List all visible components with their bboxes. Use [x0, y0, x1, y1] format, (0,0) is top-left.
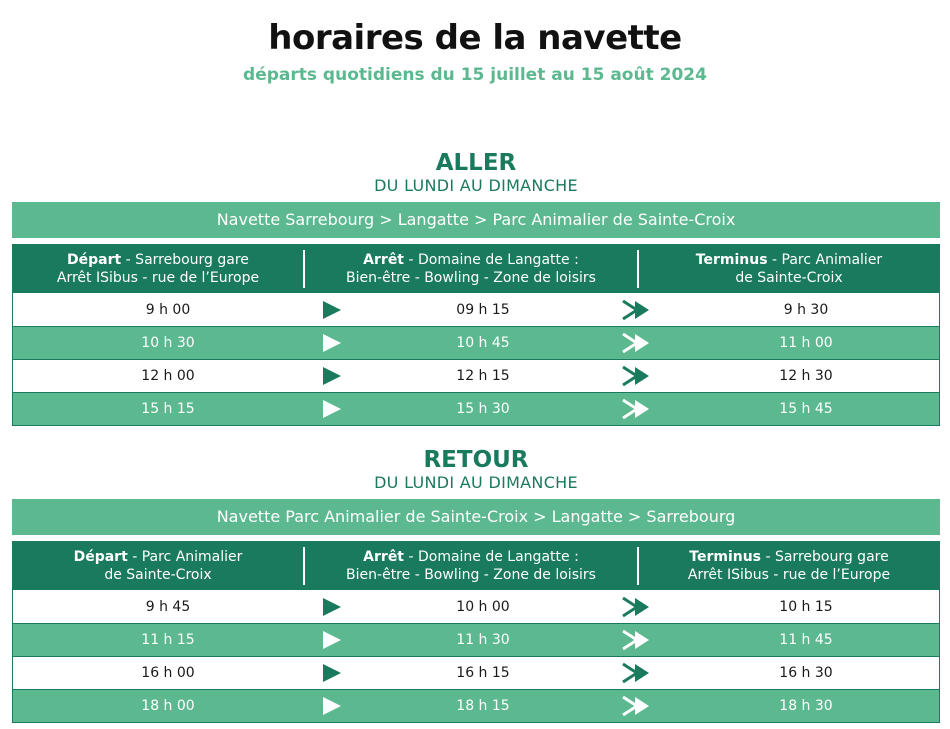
retour-rows — [13, 590, 939, 722]
double-arrow-icon — [603, 365, 673, 387]
double-arrow-icon — [603, 629, 673, 651]
depart-time: 15 h 15 — [141, 401, 195, 417]
depart-time: 10 h 30 — [141, 335, 195, 351]
table-row — [13, 689, 939, 722]
page-subtitle: départs quotidiens du 15 juillet au 15 août 2024 — [243, 65, 707, 85]
retour-route-banner: Navette Parc Animalier de Sainte-Croix > Langatte > Sarrebourg — [12, 499, 940, 535]
double-arrow-icon — [603, 299, 673, 321]
table-row — [13, 392, 939, 425]
play-arrow-icon — [323, 334, 363, 352]
play-arrow-icon — [323, 631, 363, 649]
aller-header-terminus: Terminus - Parc Animalier de Sainte-Croix — [695, 252, 883, 286]
table-row — [13, 590, 939, 623]
aller-header-depart: Départ - Sarrebourg gare Arrêt ISibus - rue de l’Europe — [13, 250, 305, 288]
double-arrow-icon — [603, 398, 673, 420]
play-arrow-icon — [323, 367, 363, 385]
depart-time: 18 h 00 — [141, 698, 195, 714]
arret-time: 10 h 00 — [456, 598, 510, 615]
retour-header-arret: Arrêt - Domaine de Langatte : Bien-être - Bowling - Zone de loisirs — [305, 547, 639, 585]
aller-route-banner: Navette Sarrebourg > Langatte > Parc Animalier de Sainte-Croix — [12, 202, 940, 238]
arret-time: 10 h 45 — [456, 335, 510, 351]
retour-title: RETOUR — [423, 447, 529, 473]
terminus-time: 11 h 45 — [779, 632, 833, 648]
retour-days: DU LUNDI AU DIMANCHE — [374, 473, 578, 492]
double-arrow-icon — [603, 332, 673, 354]
terminus-time: 12 h 30 — [779, 368, 833, 384]
aller-title: ALLER — [435, 150, 517, 176]
page-title: horaires de la navette — [268, 18, 682, 58]
double-arrow-icon — [603, 662, 673, 684]
retour-table-header — [13, 542, 939, 590]
aller-table-header — [13, 245, 939, 293]
arret-time: 11 h 30 — [456, 632, 510, 648]
aller-section — [12, 150, 940, 426]
terminus-time: 10 h 15 — [779, 598, 833, 615]
table-row — [13, 293, 939, 326]
arret-time: 12 h 15 — [456, 368, 510, 384]
retour-header-terminus: Terminus - Sarrebourg gare Arrêt ISibus - rue de l’Europe — [687, 549, 891, 583]
aller-rows — [13, 293, 939, 425]
aller-header-arret: Arrêt - Domaine de Langatte : Bien-être - Bowling - Zone de loisirs — [305, 250, 639, 288]
terminus-time: 18 h 30 — [779, 698, 833, 714]
table-row — [13, 656, 939, 689]
arret-time: 18 h 15 — [456, 698, 510, 714]
play-arrow-icon — [323, 301, 363, 319]
depart-time: 11 h 15 — [141, 632, 195, 648]
arret-time: 09 h 15 — [456, 301, 510, 318]
double-arrow-icon — [603, 596, 673, 618]
aller-days: DU LUNDI AU DIMANCHE — [374, 176, 578, 195]
depart-time: 16 h 00 — [141, 665, 195, 681]
depart-time: 12 h 00 — [141, 368, 195, 384]
retour-header-depart: Départ - Parc Animalier de Sainte-Croix — [13, 547, 305, 585]
terminus-time: 9 h 30 — [783, 301, 829, 318]
depart-time: 9 h 00 — [145, 301, 191, 318]
retour-timetable — [12, 541, 940, 723]
terminus-time: 16 h 30 — [779, 665, 833, 681]
play-arrow-icon — [323, 697, 363, 715]
terminus-time: 15 h 45 — [779, 401, 833, 417]
play-arrow-icon — [323, 598, 363, 616]
aller-timetable — [12, 244, 940, 426]
table-row — [13, 359, 939, 392]
terminus-time: 11 h 00 — [779, 335, 833, 351]
depart-time: 9 h 45 — [145, 598, 191, 615]
double-arrow-icon — [603, 695, 673, 717]
play-arrow-icon — [323, 664, 363, 682]
play-arrow-icon — [323, 400, 363, 418]
retour-section — [12, 447, 940, 723]
table-row — [13, 326, 939, 359]
arret-time: 16 h 15 — [456, 665, 510, 681]
arret-time: 15 h 30 — [456, 401, 510, 417]
table-row — [13, 623, 939, 656]
